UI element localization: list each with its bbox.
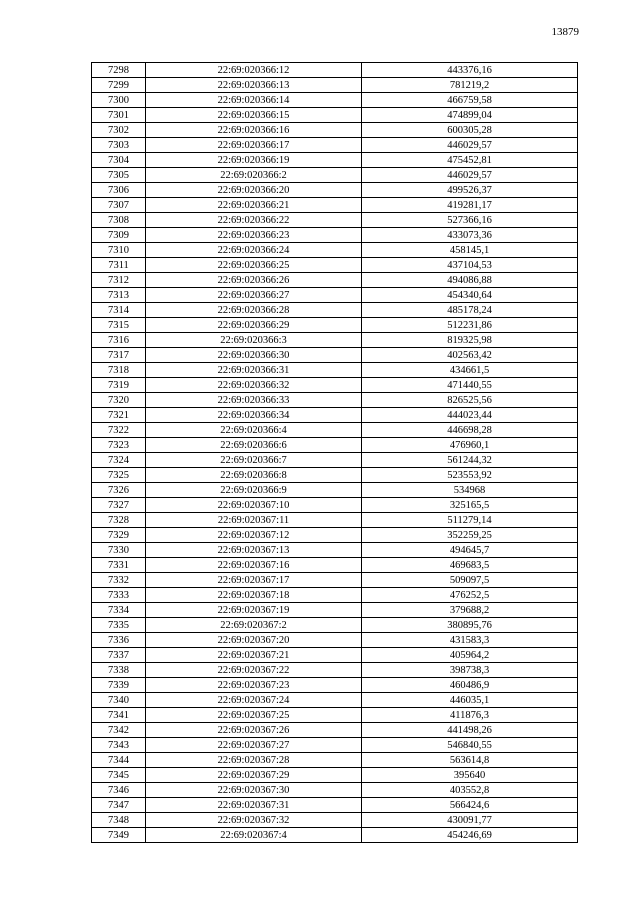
table-row xyxy=(92,333,578,348)
value-cell: 402563,42 xyxy=(362,348,578,363)
value-cell: 395640 xyxy=(362,768,578,783)
row-index-cell: 7326 xyxy=(92,483,146,498)
cadastral-number-cell: 22:69:020367:19 xyxy=(146,603,362,618)
cadastral-number-cell: 22:69:020366:20 xyxy=(146,183,362,198)
table-row xyxy=(92,153,578,168)
value-cell: 437104,53 xyxy=(362,258,578,273)
table-row xyxy=(92,573,578,588)
table-row xyxy=(92,258,578,273)
table-row xyxy=(92,228,578,243)
value-cell: 434661,5 xyxy=(362,363,578,378)
table-row xyxy=(92,93,578,108)
value-cell: 443376,16 xyxy=(362,63,578,78)
value-cell: 471440,55 xyxy=(362,378,578,393)
cadastral-number-cell: 22:69:020366:8 xyxy=(146,468,362,483)
value-cell: 458145,1 xyxy=(362,243,578,258)
table-row xyxy=(92,378,578,393)
cadastral-number-cell: 22:69:020366:21 xyxy=(146,198,362,213)
value-cell: 781219,2 xyxy=(362,78,578,93)
row-index-cell: 7320 xyxy=(92,393,146,408)
table-row xyxy=(92,498,578,513)
value-cell: 380895,76 xyxy=(362,618,578,633)
cadastral-number-cell: 22:69:020366:4 xyxy=(146,423,362,438)
value-cell: 379688,2 xyxy=(362,603,578,618)
value-cell: 446698,28 xyxy=(362,423,578,438)
cadastral-number-cell: 22:69:020366:31 xyxy=(146,363,362,378)
value-cell: 494086,88 xyxy=(362,273,578,288)
cadastral-number-cell: 22:69:020367:21 xyxy=(146,648,362,663)
table-row xyxy=(92,198,578,213)
cadastral-number-cell: 22:69:020367:2 xyxy=(146,618,362,633)
row-index-cell: 7339 xyxy=(92,678,146,693)
cadastral-number-cell: 22:69:020366:6 xyxy=(146,438,362,453)
value-cell: 826525,56 xyxy=(362,393,578,408)
row-index-cell: 7329 xyxy=(92,528,146,543)
table-row xyxy=(92,678,578,693)
data-table-container xyxy=(91,62,577,843)
cadastral-number-cell: 22:69:020367:18 xyxy=(146,588,362,603)
table-row xyxy=(92,663,578,678)
value-cell: 527366,16 xyxy=(362,213,578,228)
value-cell: 546840,55 xyxy=(362,738,578,753)
value-cell: 600305,28 xyxy=(362,123,578,138)
cadastral-number-cell: 22:69:020366:33 xyxy=(146,393,362,408)
cadastral-number-cell: 22:69:020367:25 xyxy=(146,708,362,723)
value-cell: 494645,7 xyxy=(362,543,578,558)
row-index-cell: 7316 xyxy=(92,333,146,348)
row-index-cell: 7314 xyxy=(92,303,146,318)
row-index-cell: 7307 xyxy=(92,198,146,213)
cadastral-number-cell: 22:69:020366:34 xyxy=(146,408,362,423)
table-row xyxy=(92,348,578,363)
table-row xyxy=(92,63,578,78)
cadastral-number-cell: 22:69:020366:24 xyxy=(146,243,362,258)
page-number: 13879 xyxy=(551,26,579,38)
value-cell: 534968 xyxy=(362,483,578,498)
cadastral-number-cell: 22:69:020367:17 xyxy=(146,573,362,588)
row-index-cell: 7319 xyxy=(92,378,146,393)
table-row xyxy=(92,243,578,258)
table-row xyxy=(92,753,578,768)
value-cell: 446029,57 xyxy=(362,168,578,183)
value-cell: 474899,04 xyxy=(362,108,578,123)
value-cell: 444023,44 xyxy=(362,408,578,423)
table-row xyxy=(92,453,578,468)
value-cell: 430091,77 xyxy=(362,813,578,828)
table-row xyxy=(92,363,578,378)
cadastral-number-cell: 22:69:020366:25 xyxy=(146,258,362,273)
cadastral-number-cell: 22:69:020367:27 xyxy=(146,738,362,753)
value-cell: 441498,26 xyxy=(362,723,578,738)
table-row xyxy=(92,408,578,423)
row-index-cell: 7300 xyxy=(92,93,146,108)
cadastral-number-cell: 22:69:020366:28 xyxy=(146,303,362,318)
row-index-cell: 7332 xyxy=(92,573,146,588)
value-cell: 433073,36 xyxy=(362,228,578,243)
cadastral-number-cell: 22:69:020366:13 xyxy=(146,78,362,93)
cadastral-number-cell: 22:69:020367:29 xyxy=(146,768,362,783)
value-cell: 475452,81 xyxy=(362,153,578,168)
table-row xyxy=(92,543,578,558)
value-cell: 509097,5 xyxy=(362,573,578,588)
table-row xyxy=(92,468,578,483)
value-cell: 398738,3 xyxy=(362,663,578,678)
row-index-cell: 7318 xyxy=(92,363,146,378)
cadastral-number-cell: 22:69:020366:19 xyxy=(146,153,362,168)
value-cell: 446029,57 xyxy=(362,138,578,153)
table-row xyxy=(92,108,578,123)
value-cell: 325165,5 xyxy=(362,498,578,513)
value-cell: 476960,1 xyxy=(362,438,578,453)
value-cell: 499526,37 xyxy=(362,183,578,198)
table-row xyxy=(92,183,578,198)
row-index-cell: 7301 xyxy=(92,108,146,123)
value-cell: 476252,5 xyxy=(362,588,578,603)
row-index-cell: 7340 xyxy=(92,693,146,708)
table-row xyxy=(92,78,578,93)
value-cell: 352259,25 xyxy=(362,528,578,543)
cadastral-number-cell: 22:69:020367:10 xyxy=(146,498,362,513)
cadastral-number-cell: 22:69:020367:20 xyxy=(146,633,362,648)
row-index-cell: 7311 xyxy=(92,258,146,273)
row-index-cell: 7308 xyxy=(92,213,146,228)
value-cell: 469683,5 xyxy=(362,558,578,573)
table-row xyxy=(92,633,578,648)
cadastral-number-cell: 22:69:020367:32 xyxy=(146,813,362,828)
cadastral-number-cell: 22:69:020367:28 xyxy=(146,753,362,768)
cadastral-number-cell: 22:69:020367:22 xyxy=(146,663,362,678)
row-index-cell: 7312 xyxy=(92,273,146,288)
row-index-cell: 7330 xyxy=(92,543,146,558)
row-index-cell: 7334 xyxy=(92,603,146,618)
row-index-cell: 7348 xyxy=(92,813,146,828)
value-cell: 403552,8 xyxy=(362,783,578,798)
value-cell: 446035,1 xyxy=(362,693,578,708)
table-row xyxy=(92,798,578,813)
value-cell: 566424,6 xyxy=(362,798,578,813)
row-index-cell: 7321 xyxy=(92,408,146,423)
cadastral-number-cell: 22:69:020367:24 xyxy=(146,693,362,708)
value-cell: 454246,69 xyxy=(362,828,578,843)
value-cell: 405964,2 xyxy=(362,648,578,663)
cadastral-number-cell: 22:69:020367:31 xyxy=(146,798,362,813)
table-row xyxy=(92,783,578,798)
value-cell: 419281,17 xyxy=(362,198,578,213)
cadastral-number-cell: 22:69:020366:27 xyxy=(146,288,362,303)
row-index-cell: 7345 xyxy=(92,768,146,783)
value-cell: 460486,9 xyxy=(362,678,578,693)
value-cell: 819325,98 xyxy=(362,333,578,348)
cadastral-number-cell: 22:69:020366:30 xyxy=(146,348,362,363)
row-index-cell: 7313 xyxy=(92,288,146,303)
value-cell: 431583,3 xyxy=(362,633,578,648)
row-index-cell: 7302 xyxy=(92,123,146,138)
value-cell: 561244,32 xyxy=(362,453,578,468)
table-row xyxy=(92,558,578,573)
row-index-cell: 7343 xyxy=(92,738,146,753)
cadastral-number-cell: 22:69:020367:30 xyxy=(146,783,362,798)
table-row xyxy=(92,813,578,828)
row-index-cell: 7338 xyxy=(92,663,146,678)
row-index-cell: 7299 xyxy=(92,78,146,93)
table-row xyxy=(92,168,578,183)
cadastral-number-cell: 22:69:020366:3 xyxy=(146,333,362,348)
cadastral-number-cell: 22:69:020366:15 xyxy=(146,108,362,123)
table-row xyxy=(92,303,578,318)
table-row xyxy=(92,513,578,528)
cadastral-number-cell: 22:69:020366:23 xyxy=(146,228,362,243)
table-row xyxy=(92,273,578,288)
table-row xyxy=(92,828,578,843)
value-cell: 511279,14 xyxy=(362,513,578,528)
table-row xyxy=(92,528,578,543)
row-index-cell: 7346 xyxy=(92,783,146,798)
table-row xyxy=(92,648,578,663)
cadastral-number-cell: 22:69:020367:12 xyxy=(146,528,362,543)
cadastral-number-cell: 22:69:020366:26 xyxy=(146,273,362,288)
table-row xyxy=(92,708,578,723)
table-row xyxy=(92,693,578,708)
row-index-cell: 7310 xyxy=(92,243,146,258)
cadastral-number-cell: 22:69:020366:32 xyxy=(146,378,362,393)
row-index-cell: 7315 xyxy=(92,318,146,333)
value-cell: 523553,92 xyxy=(362,468,578,483)
row-index-cell: 7347 xyxy=(92,798,146,813)
row-index-cell: 7305 xyxy=(92,168,146,183)
cadastral-number-cell: 22:69:020366:7 xyxy=(146,453,362,468)
cadastral-number-cell: 22:69:020367:23 xyxy=(146,678,362,693)
table-row xyxy=(92,438,578,453)
table-row xyxy=(92,588,578,603)
table-row xyxy=(92,123,578,138)
table-row xyxy=(92,288,578,303)
row-index-cell: 7341 xyxy=(92,708,146,723)
row-index-cell: 7322 xyxy=(92,423,146,438)
row-index-cell: 7331 xyxy=(92,558,146,573)
table-row xyxy=(92,723,578,738)
row-index-cell: 7335 xyxy=(92,618,146,633)
row-index-cell: 7309 xyxy=(92,228,146,243)
table-row xyxy=(92,768,578,783)
row-index-cell: 7306 xyxy=(92,183,146,198)
row-index-cell: 7324 xyxy=(92,453,146,468)
value-cell: 411876,3 xyxy=(362,708,578,723)
value-cell: 485178,24 xyxy=(362,303,578,318)
table-row xyxy=(92,393,578,408)
cadastral-number-cell: 22:69:020366:22 xyxy=(146,213,362,228)
row-index-cell: 7317 xyxy=(92,348,146,363)
row-index-cell: 7333 xyxy=(92,588,146,603)
cadastral-number-cell: 22:69:020367:26 xyxy=(146,723,362,738)
value-cell: 466759,58 xyxy=(362,93,578,108)
cadastral-number-cell: 22:69:020366:14 xyxy=(146,93,362,108)
cadastral-number-cell: 22:69:020366:12 xyxy=(146,63,362,78)
table-row xyxy=(92,618,578,633)
value-cell: 563614,8 xyxy=(362,753,578,768)
row-index-cell: 7328 xyxy=(92,513,146,528)
row-index-cell: 7325 xyxy=(92,468,146,483)
row-index-cell: 7344 xyxy=(92,753,146,768)
table-row xyxy=(92,138,578,153)
table-row xyxy=(92,423,578,438)
table-row xyxy=(92,738,578,753)
cadastral-number-cell: 22:69:020366:16 xyxy=(146,123,362,138)
cadastral-number-cell: 22:69:020367:16 xyxy=(146,558,362,573)
value-cell: 512231,86 xyxy=(362,318,578,333)
cadastral-number-cell: 22:69:020367:13 xyxy=(146,543,362,558)
row-index-cell: 7298 xyxy=(92,63,146,78)
cadastral-number-cell: 22:69:020366:2 xyxy=(146,168,362,183)
row-index-cell: 7336 xyxy=(92,633,146,648)
table-row xyxy=(92,213,578,228)
table-row xyxy=(92,483,578,498)
row-index-cell: 7349 xyxy=(92,828,146,843)
cadastral-number-cell: 22:69:020366:29 xyxy=(146,318,362,333)
row-index-cell: 7303 xyxy=(92,138,146,153)
cadastral-number-cell: 22:69:020367:11 xyxy=(146,513,362,528)
row-index-cell: 7337 xyxy=(92,648,146,663)
table-body xyxy=(92,63,578,843)
cadastral-number-cell: 22:69:020366:9 xyxy=(146,483,362,498)
row-index-cell: 7327 xyxy=(92,498,146,513)
cadastral-number-cell: 22:69:020367:4 xyxy=(146,828,362,843)
data-table xyxy=(91,62,578,843)
row-index-cell: 7304 xyxy=(92,153,146,168)
row-index-cell: 7323 xyxy=(92,438,146,453)
value-cell: 454340,64 xyxy=(362,288,578,303)
row-index-cell: 7342 xyxy=(92,723,146,738)
cadastral-number-cell: 22:69:020366:17 xyxy=(146,138,362,153)
table-row xyxy=(92,603,578,618)
table-row xyxy=(92,318,578,333)
